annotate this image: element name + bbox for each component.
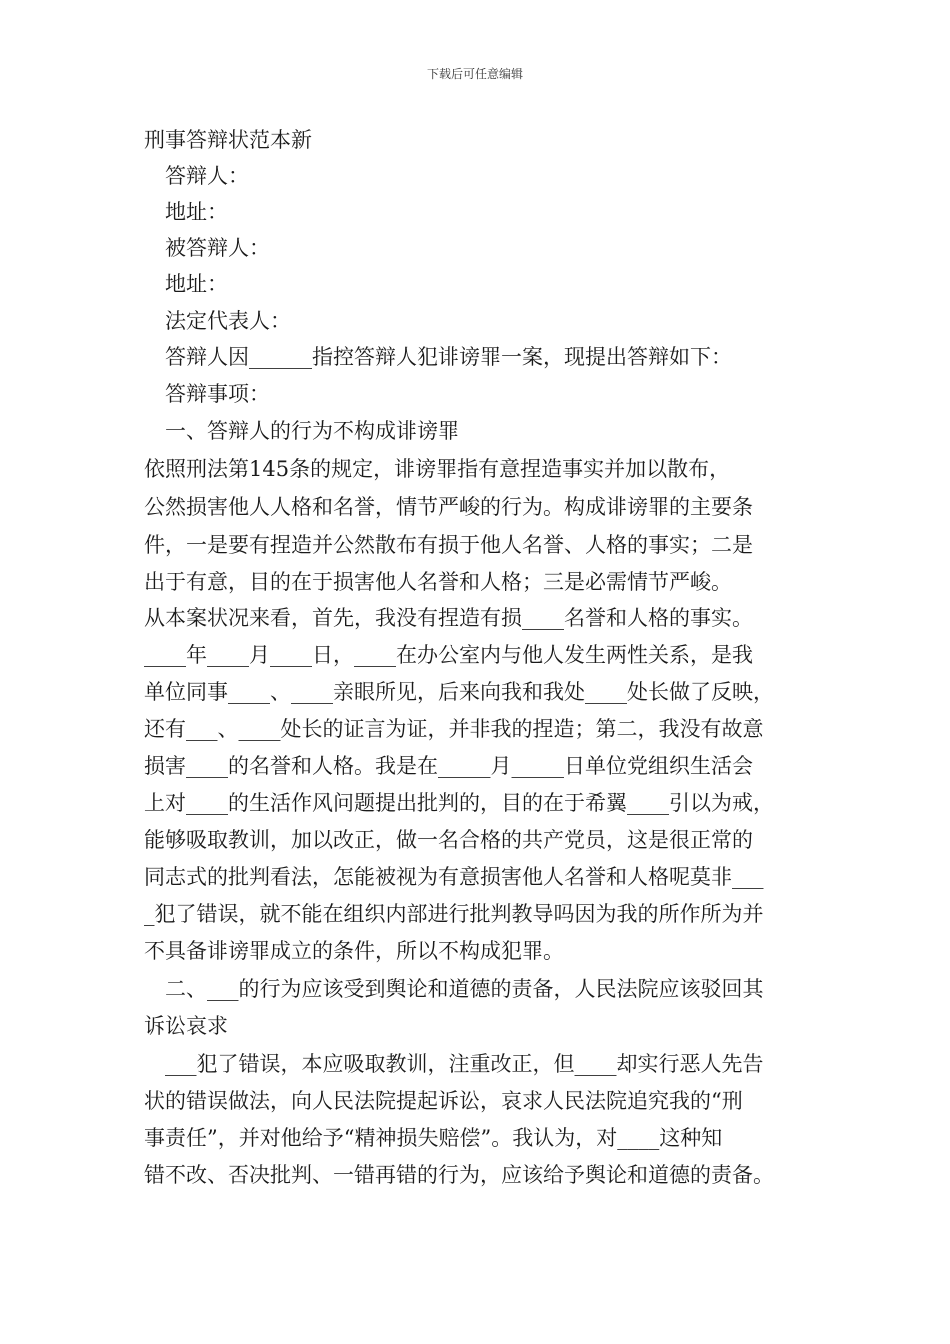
paragraph-line: 状的错误做法，向人民法院提起诉讼，哀求人民法院追究我的“刑 (144, 1089, 743, 1113)
paragraph-line: 同志式的批判看法，怎能被视为有意损害他人名誉和人格呢莫非___ (144, 865, 764, 889)
paragraph-line: 从本案状况来看，首先，我没有捏造有损____名誉和人格的事实。 (144, 606, 753, 630)
paragraph-line: 损害____的名誉和人格。我是在_____月_____日单位党组织生活会 (144, 754, 753, 778)
paragraph-line: 公然损害他人人格和名誉，情节严峻的行为。构成诽谤罪的主要条 (144, 495, 753, 519)
paragraph-line: 件，一是要有捏造并公然散布有损于他人名誉、人格的事实；二是 (144, 533, 753, 557)
paragraph-line: 单位同事____、____亲眼所见，后来向我和我处____处长做了反映， (144, 680, 774, 704)
legal-representative-label: 法定代表人： (144, 309, 291, 333)
paragraph-line: 事责任”，并对他给予“精神损失赔偿”。我认为，对____这种知 (144, 1126, 723, 1150)
paragraph-line: 能够吸取教训，加以改正，做一名合格的共产党员，这是很正常的 (144, 828, 753, 852)
paragraph-line: 依照刑法第145条的规定，诽谤罪指有意捏造事实并加以散布， (144, 457, 731, 481)
opposing-party-address-label: 地址： (144, 272, 228, 296)
paragraph-line: 还有___、____处长的证言为证，并非我的捏造；第二，我没有故意 (144, 717, 764, 741)
document-title: 刑事答辩状范本新 (144, 128, 312, 152)
matters-heading: 答辩事项： (144, 382, 270, 406)
paragraph-line: 错不改、否决批判、一错再错的行为，应该给予舆论和道德的责备。 (144, 1163, 774, 1187)
respondent-label: 答辩人： (144, 164, 249, 188)
paragraph-line: 上对____的生活作风问题提出批判的，目的在于希翼____引以为戒， (144, 791, 774, 815)
opposing-party-label: 被答辩人： (144, 236, 270, 260)
paragraph-line: 出于有意，目的在于损害他人名誉和人格；三是必需情节严峻。 (144, 570, 732, 594)
section-two-heading: 二、___的行为应该受到舆论和道德的责备，人民法院应该驳回其 (144, 977, 764, 1001)
respondent-address-label: 地址： (144, 200, 228, 224)
section-one-heading: 一、答辩人的行为不构成诽谤罪 (144, 419, 459, 443)
paragraph-line: 不具备诽谤罪成立的条件，所以不构成犯罪。 (144, 939, 564, 963)
paragraph-line: ____年____月____日，____在办公室内与他人发生两性关系，是我 (144, 643, 753, 667)
paragraph-line: _犯了错误，就不能在组织内部进行批判教导吗因为我的所作所为并 (144, 902, 764, 926)
paragraph-line: ___犯了错误，本应吸取教训，注重改正，但____却实行恶人先告 (144, 1052, 764, 1076)
page-header: 下载后可任意编辑 (426, 67, 523, 81)
section-two-heading-cont: 诉讼哀求 (144, 1014, 228, 1038)
intro-line: 答辩人因______指控答辩人犯诽谤罪一案，现提出答辩如下： (144, 345, 732, 369)
